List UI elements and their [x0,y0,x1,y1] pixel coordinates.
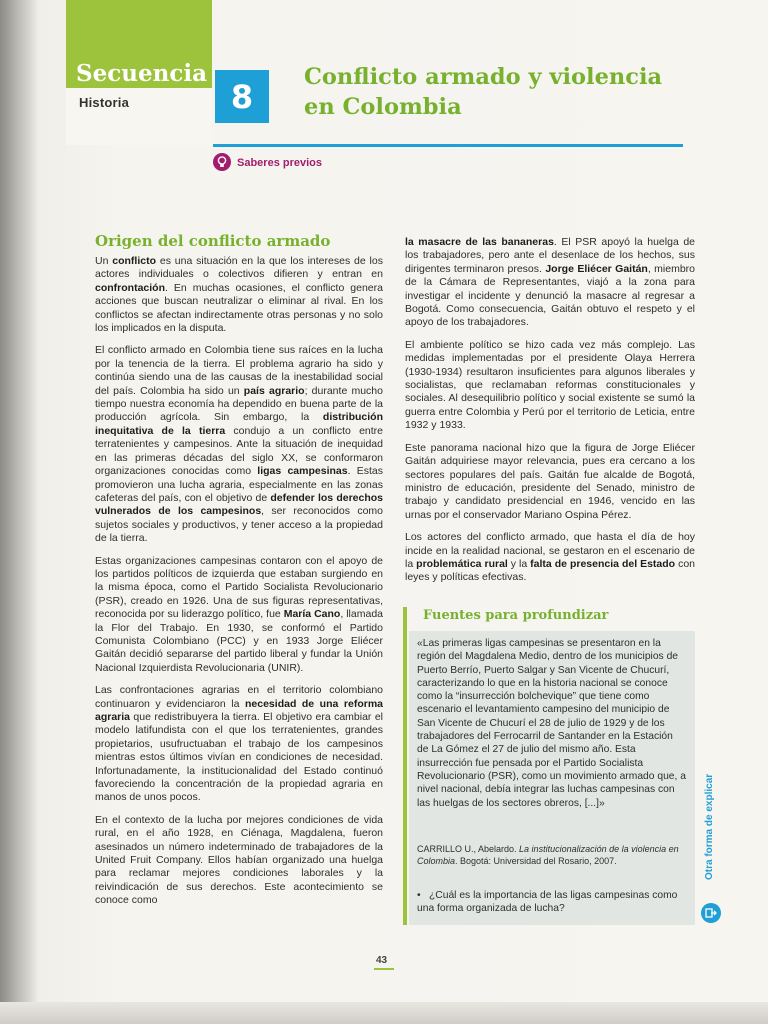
paragraph: El conflicto armado en Colombia tiene sus raíces en la lucha por la tenencia de la tierra. El problema agrario ha sido y continúa siendo una de las causas de la inestabilidad social del país. Colombia ha sido un país agrario; durante mucho tiempo nuestra economía ha dependido en buena parte de la producción agrícola. Sin embargo, la distribución inequitativa de la tierra condujo a un conflicto entre terratenientes y campesinos. Ante la situación de inequidad en las primeras décadas del siglo XX, se conformaron organizaciones conocidas como ligas campesinas. Estas promovieron una lucha agraria, especialmente en las zonas cafeteras del país, con el objetivo de defender los derechos vulnerados de los campesinos, ser reconocidos como sujetos sociales y productivos, y tener acceso a la propiedad de la tierra. [95,344,384,545]
sources-citation: CARRILLO U., Abelardo. La institucionalización de la violencia en Colombia. Bogotá: Universidad del Rosario, 2007. [417,844,679,866]
paragraph: Los actores del conflicto armado, que hasta el día de hoy incide en la realidad nacional, se gestaron en el escenario de la problemática rural y la falta de presencia del Estado con leyes y políticas efectivas. [405,531,696,584]
right-column [405,236,695,594]
page-number-rule [374,968,394,970]
paragraph: la masacre de las bananeras. El PSR apoyó la huelga de los trabajadores, pero ante el desenlace de los hechos, sus dirigentes terminaron presos. Jorge Eliécer Gaitán, miembro de la Cámara de Representantes, viajó a la zona para investigar el incidente y denunció la masacre al regresar a Bogotá. Como consecuencia, Gaitán obtuvo el respeto y el apoyo de los trabajadores. [405,236,695,329]
binding-shadow [0,0,38,1024]
paragraph: Estas organizaciones campesinas contaron con el apoyo de los partidos políticos de izquierda que estaban surgiendo en la misma época, como el Partido Socialista Revolucionario (PSR), creado en 1926. Una de sus figuras representativas, reconocida por su liderazgo político, fue María Cano, llamada la Flor del Trabajo. En 1930, se conformó el Partido Comunista Colombiano (PCC) y en 1933 Jorge Eliécer Gaitán decidió separarse del partido liberal y fundar la Unión Nacional Izquierdista Revolucionaria (UNIR). [95,554,383,674]
page-bottom-edge [0,1002,768,1024]
arrow-icon [701,903,721,923]
sequence-number: 8 [215,70,269,123]
paragraph: En el contexto de la lucha por mejores condiciones de vida rural, en el año 1928, en Ciénaga, Magdalena, fueron asesinados un número indeterminado de trabajadores de la United Fruit Company. Ellos habían organizado una huelga para reclamar mejores condiciones laborales y la reivindicación de sus derechos. Este acontecimiento se conoce como [95,813,383,907]
sources-bar [403,607,407,925]
title-line-2: en Colombia [304,94,462,120]
page-title [304,62,684,122]
title-rule [213,144,683,147]
sources-box [403,605,693,925]
title-line-1: Conflicto armado y violencia [304,64,663,90]
paragraph: Las confrontaciones agrarias en el territorio colombiano continuaron y evidenciaron la necesidad de una reforma agraria que redistribuyera la tierra. El objetivo era cambiar el modelo latifundista con el que los terratenientes, grandes propietarios, usufructuaban el trabajo de los campesinos mientras estos últimos vivían en condiciones de necesidad. Infortunadamente, la institucionalidad del Estado continuó favoreciendo la concentración de la propiedad agraria en manos de unos pocos. [95,684,383,804]
saberes-previos-label: Saberes previos [237,157,322,169]
left-column [95,255,383,917]
bullet-icon: • [417,890,421,901]
paragraph: Este panorama nacional hizo que la figura de Jorge Eliécer Gaitán adquiriese mayor relevancia, pues era cercano a los sectores populares del país. Gaitán fue alcalde de Bogotá, ministro de educación, presidente del Senado, ministro de trabajo y candidato presidencial en 1946, vencido en las urnas por el conservador Mariano Ospina Pérez. [405,441,695,521]
sources-heading: Fuentes para profundizar [423,608,609,623]
page-number: 43 [376,955,388,966]
sequence-word: Secuencia [76,60,207,87]
section-heading: Origen del conflicto armado [95,232,331,250]
sources-quote: «Las primeras ligas campesinas se presentaron en la región del Magdalena Medio, dentro de los municipios de Puerto Berrío, Puerto Salgar y San Vicente de Chucurí, caracterizando lo que en la historia nacional se conoce como la “insurrección bolchevique” que tiene como escenario el levantamiento campesino del municipio de San Vicente de Chucurí el 28 de julio de 1929 y de los trabajadores del Ferrocarril de Santander en la Estación de La Gómez el 27 de julio del mismo año. Esta insurrección fue pensada por el Partido Socialista Revolucionario (PSR), como un movimiento armado que, a nivel nacional, debía integrar las luchas campesinas con las huelgas de los sectores obreros, [...]» [417,638,686,809]
paragraph: El ambiente político se hizo cada vez más complejo. Las medidas implementadas por el presidente Olaya Herrera (1930-1934) resultaron insuficientes para algunos liberales y socialistas, que reclamaban reformas constitucionales y sociales. Al desequilibrio político y social existente se sumó la guerra entre Colombia y Perú por el territorio de Leticia, entre 1932 y 1933. [405,338,695,432]
subject-label: Historia [79,95,130,110]
sources-question: • ¿Cuál es la importancia de las ligas campesinas como una forma organizada de lucha? [417,890,678,915]
side-tab-label: Otra forma de explicar [704,773,715,880]
lightbulb-icon [213,153,231,171]
paragraph: Un conflicto es una situación en la que los intereses de los actores individuales o colectivos difieren y entran en confrontación. En muchas ocasiones, el conflicto genera acciones que buscan neutralizar o eliminar al rival. En los conflictos se afectan indirectamente otras personas y no solo los implicados en la disputa. [95,255,383,335]
